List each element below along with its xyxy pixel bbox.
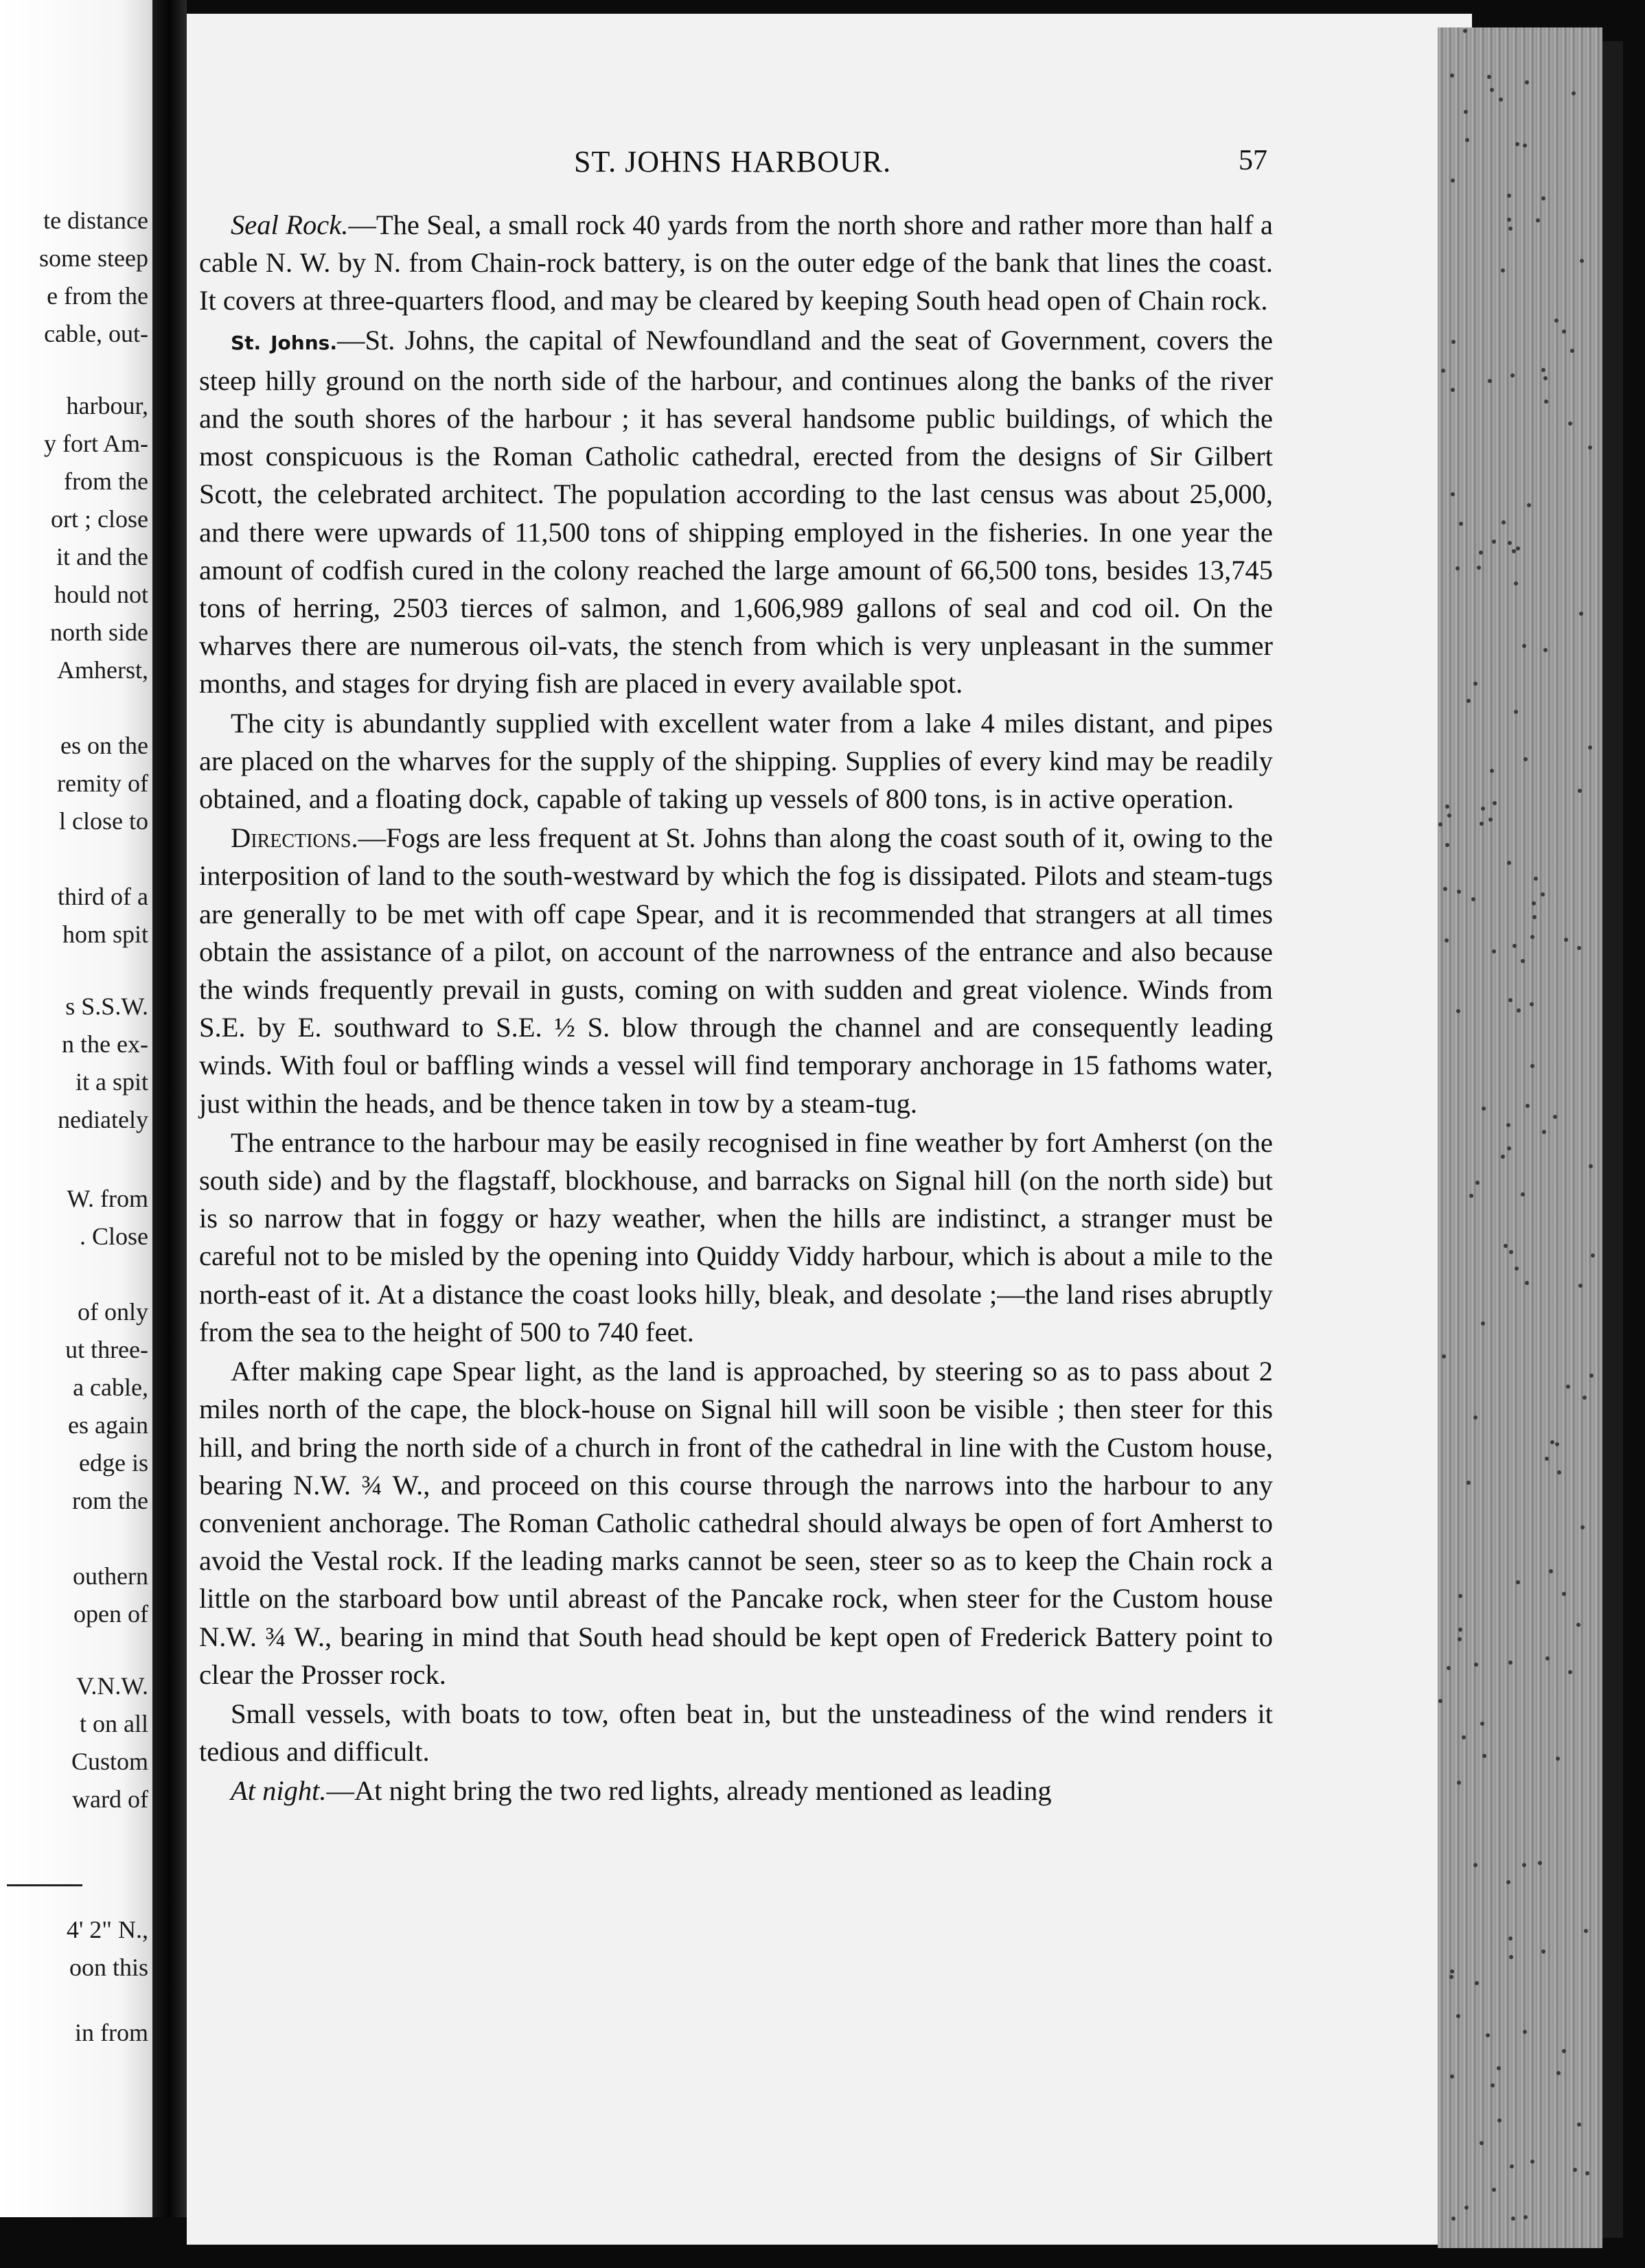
paper-speck: [1538, 1861, 1542, 1865]
paper-speck: [1515, 142, 1519, 146]
paper-speck: [1480, 1722, 1484, 1726]
paper-speck: [1543, 648, 1548, 652]
paragraph-heading: At night.: [231, 1775, 327, 1807]
paragraph-text: —The Seal, a small rock 40 yards from the north shore and rather more than half a cable N. W. by N. from Chain-rock battery, is on the outer edge of the bank that lines the coast. It covers at three-quarters flood, and may be cleared by keeping South head open of Chain rock.: [199, 209, 1273, 316]
paper-speck: [1584, 1929, 1588, 1933]
facing-page-line: Amherst,: [57, 656, 148, 684]
paper-speck: [1556, 1757, 1560, 1761]
paper-speck: [1480, 822, 1484, 826]
paper-speck: [1488, 818, 1493, 822]
paper-speck: [1557, 1470, 1561, 1474]
paper-speck: [1463, 29, 1467, 33]
paper-speck: [1438, 1699, 1442, 1703]
facing-page-line: ut three-: [65, 1336, 148, 1363]
paper-speck: [1451, 492, 1455, 496]
paper-speck: [1464, 2206, 1469, 2210]
paper-speck: [1572, 91, 1576, 95]
paper-speck: [1541, 368, 1545, 372]
paper-speck: [1562, 1592, 1566, 1596]
paper-speck: [1589, 1164, 1593, 1168]
paper-speck: [1526, 1104, 1530, 1108]
paper-speck: [1508, 1660, 1512, 1665]
paragraph: [199, 1772, 1273, 1809]
facing-page-line: 4' 2" N.,: [66, 1916, 148, 1943]
paper-speck: [1525, 1281, 1529, 1285]
paper-speck: [1530, 935, 1534, 939]
paper-speck: [1487, 75, 1491, 79]
facing-page-line: e from the: [47, 282, 148, 310]
paper-speck: [1583, 1396, 1587, 1400]
facing-page-line: W. from: [67, 1185, 148, 1212]
paper-speck: [1486, 2033, 1490, 2037]
page-block-edge: [1438, 27, 1602, 2248]
paper-speck: [1527, 503, 1531, 507]
facing-page-line: hom spit: [62, 921, 148, 948]
facing-page-line: y fort Am-: [44, 430, 148, 457]
paper-speck: [1482, 1107, 1486, 1111]
paper-speck: [1536, 218, 1540, 222]
paper-speck: [1579, 612, 1583, 616]
paper-speck: [1580, 1525, 1585, 1529]
paper-speck: [1521, 1192, 1525, 1196]
paper-speck: [1512, 944, 1517, 948]
paper-speck: [1521, 959, 1525, 963]
paper-speck: [1488, 379, 1492, 383]
facing-page-line: north side: [50, 618, 148, 646]
paper-speck: [1451, 388, 1455, 392]
facing-page-line: of only: [78, 1298, 148, 1326]
facing-page-line: outhern: [73, 1562, 148, 1590]
facing-page-line: es again: [68, 1411, 148, 1439]
paper-speck: [1541, 892, 1545, 896]
paper-speck: [1525, 80, 1529, 84]
paper-speck: [1499, 97, 1503, 102]
paper-speck: [1516, 546, 1520, 551]
facing-page-line: . Close: [79, 1223, 148, 1250]
facing-page-line: cable, out-: [44, 320, 148, 347]
paper-speck: [1522, 644, 1526, 648]
facing-page-line: in from: [75, 2019, 148, 2046]
facing-page-line: ort ; close: [51, 505, 148, 533]
paper-speck: [1507, 194, 1511, 198]
page-header: [187, 144, 1472, 185]
paragraph: [199, 704, 1273, 818]
paper-speck: [1507, 218, 1511, 222]
paper-speck: [1591, 1253, 1595, 1258]
paper-speck: [1549, 1569, 1553, 1573]
facing-page-line: oon this: [69, 1954, 148, 1981]
paper-speck: [1441, 369, 1445, 373]
paper-speck: [1492, 540, 1496, 544]
paper-speck: [1507, 861, 1511, 865]
paper-speck: [1464, 110, 1468, 114]
paragraph-text: The entrance to the harbour may be easily recognised in fine weather by fort Amherst (on the south side) and by the flagstaff, blockhouse, and barracks on Signal hill (on the north side) but is so narrow that in foggy or hazy weather, when the hills are indistinct, a stranger must be careful not to be misled by the opening into Quiddy Viddy harbour, which is about a mile to the north-east of it. At a distance the coast looks hilly, bleak, and desolate ;—the land rises abruptly from the sea to the height of 500 to 740 feet.: [199, 1126, 1273, 1347]
paragraph-text: Small vessels, with boats to tow, often beat in, but the unsteadiness of the wind renders it tedious and difficult.: [199, 1698, 1273, 1768]
facing-page-line: es on the: [60, 732, 148, 759]
paper-speck: [1445, 805, 1449, 809]
paper-speck: [1509, 1250, 1513, 1254]
facing-page-line: n the ex-: [62, 1030, 148, 1058]
paper-speck: [1532, 915, 1537, 919]
paper-speck: [1479, 551, 1483, 555]
paper-speck: [1570, 349, 1574, 353]
paper-speck: [1501, 1155, 1505, 1159]
paper-speck: [1577, 946, 1581, 950]
paper-speck: [1491, 2083, 1495, 2087]
paper-speck: [1481, 807, 1485, 811]
paper-speck: [1523, 143, 1527, 148]
paper-speck: [1515, 1266, 1519, 1271]
facing-page-line: a cable,: [73, 1374, 148, 1401]
facing-page-line: nediately: [58, 1106, 148, 1133]
paper-speck: [1465, 138, 1469, 142]
paper-speck: [1573, 2168, 1577, 2172]
paper-speck: [1438, 822, 1442, 826]
paper-speck: [1522, 1863, 1526, 1867]
paragraph-text: —Fogs are less frequent at St. Johns than along the coast south of it, owing to the interposition of land to the south-westward by which the fog is dissipated. Pilots and steam-tugs are generally to be met with off cape Spear, and it is recommended that strangers at all times obtain the assistance of a pilot, on account of the narrowness of the entrance and also because the winds frequently prevail in gusts, coming on with sudden and great violence. Winds from S.E. by E. southward to S.E. ½ S. blow through the channel and are consequently leading winds. With foul or baffling winds a vessel will find temporary anchorage in 15 fathoms water, just within the heads, and be thence taken in tow by a steam-tug.: [199, 822, 1273, 1119]
paper-speck: [1462, 1735, 1466, 1739]
facing-page-line: it and the: [56, 543, 148, 570]
paper-speck: [1568, 421, 1572, 426]
paper-speck: [1490, 769, 1494, 773]
paper-speck: [1456, 566, 1460, 570]
facing-page-line: s S.S.W.: [65, 993, 148, 1020]
paragraph: [199, 321, 1273, 703]
paper-speck: [1511, 2217, 1515, 2221]
paper-speck: [1469, 1194, 1473, 1198]
facing-page-line: from the: [64, 467, 148, 495]
paper-speck: [1508, 541, 1512, 545]
paragraph: [199, 1352, 1273, 1693]
paragraph-text: —St. Johns, the capital of Newfoundland and the seat of Government, covers the steep hilly ground on the north side of the harbour, and continues along the banks of the river and the south shores of the harbour ; it has several handsome public buildings, of which the most conspicuous is the Roman Catholic cathedral, erected from the designs of Sir Gilbert Scott, the celebrated architect. The population according to the last census was about 25,000, and there were upwards of 11,500 tons of shipping employed in the fisheries. In one year the amount of codfish cured in the colony reached the large amount of 66,500 tons, besides 13,745 tons of herring, 2503 tierces of salmon, and 1,606,989 gallons of seal and cod oil. On the wharves there are numerous oil-vats, the stench from which is very unpleasant in the summer months, and stages for drying fish are placed in every available spot.: [199, 324, 1273, 699]
paper-speck: [1523, 2215, 1528, 2219]
facing-page-line: V.N.W.: [76, 1672, 148, 1700]
paper-speck: [1550, 1440, 1554, 1444]
paper-speck: [1578, 789, 1582, 793]
paper-speck: [1530, 2160, 1534, 2164]
paper-speck: [1517, 1008, 1521, 1012]
paper-speck: [1501, 268, 1505, 273]
paper-speck: [1497, 2118, 1502, 2122]
paper-speck: [1459, 522, 1463, 526]
paper-speck: [1508, 998, 1512, 1002]
paper-speck: [1471, 897, 1475, 901]
paragraph-text: After making cape Spear light, as the land is approached, by steering so as to pass about 2 miles north of the cape, the block-house on Signal hill will soon be visible ; then steer for this hill, and bring the north side of a church in front of the cathedral in line with the Custom house, bearing N.W. ¾ W., and proceed on this course through the narrows into the harbour to any convenient anchorage. The Roman Catholic cathedral should always be open of fort Amherst to avoid the Vestal rock. If the leading marks cannot be seen, steer so as to keep the Chain rock a little on the starboard bow until abreast of the Pancake rock, when steer for the Custom house N.W. ¾ W., bearing in mind that South head should be kept open of Frederick Battery point to clear the Prosser rock.: [199, 1356, 1273, 1690]
paper-speck: [1510, 373, 1515, 378]
paper-speck: [1544, 400, 1548, 404]
paper-speck: [1562, 2049, 1566, 2053]
paragraph-heading: Directions.: [231, 822, 358, 854]
facing-page-line: third of a: [58, 883, 148, 910]
paragraph: [199, 1124, 1273, 1351]
paper-speck: [1443, 887, 1447, 891]
paper-speck: [1450, 73, 1454, 78]
facing-page-line: remity of: [57, 769, 148, 797]
paper-speck: [1475, 1181, 1480, 1185]
paper-speck: [1507, 1146, 1511, 1150]
facing-page-line: it a spit: [76, 1068, 148, 1096]
paper-speck: [1555, 1442, 1559, 1446]
paper-speck: [1578, 1284, 1583, 1288]
paper-speck: [1545, 1457, 1549, 1461]
paper-speck: [1576, 1623, 1580, 1627]
paper-speck: [1541, 196, 1545, 200]
paper-speck: [1542, 1130, 1546, 1134]
facing-page-line: ward of: [72, 1785, 148, 1813]
paragraph-heading: Seal Rock.: [231, 209, 349, 240]
paper-speck: [1532, 901, 1536, 905]
paper-speck: [1447, 1666, 1451, 1670]
paper-speck: [1556, 2071, 1561, 2075]
paper-speck: [1449, 1975, 1453, 1979]
paper-speck: [1490, 88, 1494, 92]
paper-speck: [1514, 581, 1518, 586]
paper-speck: [1508, 227, 1512, 231]
paper-speck: [1545, 1656, 1550, 1660]
paper-speck: [1458, 1594, 1462, 1598]
cover-edge: [1602, 41, 1623, 2238]
paragraph: [199, 819, 1273, 1122]
paper-speck: [1466, 699, 1471, 703]
paper-speck: [1480, 2141, 1484, 2145]
facing-page-line: Custom: [71, 1748, 148, 1775]
facing-page-line: harbour,: [66, 392, 148, 419]
paper-speck: [1493, 801, 1497, 805]
paper-speck: [1509, 1955, 1513, 1959]
paper-speck: [1588, 745, 1592, 750]
paper-speck: [1564, 938, 1568, 942]
paper-speck: [1451, 2217, 1456, 2221]
paper-speck: [1534, 877, 1538, 881]
paper-speck: [1492, 2188, 1496, 2192]
facing-page-line: edge is: [79, 1449, 148, 1477]
paper-speck: [1447, 813, 1451, 818]
paper-speck: [1442, 1354, 1446, 1358]
paper-speck: [1473, 1863, 1477, 1867]
paper-speck: [1492, 949, 1496, 953]
paper-speck: [1566, 1385, 1570, 1389]
paragraph-heading: St. Johns.: [231, 331, 337, 354]
facing-page-line: rom the: [72, 1487, 148, 1514]
paper-speck: [1506, 1123, 1510, 1127]
paper-speck: [1451, 340, 1456, 344]
paper-speck: [1568, 1670, 1572, 1674]
paper-speck: [1580, 259, 1584, 263]
running-title: ST. JOHNS HARBOUR.: [574, 145, 892, 178]
paper-speck: [1510, 2164, 1514, 2168]
page-number: 57: [1239, 145, 1267, 176]
paper-speck: [1445, 938, 1449, 942]
paper-speck: [1562, 329, 1566, 334]
book-gutter: [152, 0, 187, 2217]
paper-speck: [1458, 1637, 1462, 1641]
paper-speck: [1514, 710, 1518, 714]
paper-speck: [1577, 2122, 1581, 2127]
paper-speck: [1506, 1880, 1510, 1884]
paper-speck: [1466, 1481, 1471, 1485]
paragraph-text: —At night bring the two red lights, already mentioned as leading: [326, 1775, 1052, 1807]
paper-speck: [1457, 890, 1461, 894]
paper-speck: [1589, 1374, 1594, 1378]
paper-speck: [1481, 1321, 1485, 1326]
paper-speck: [1473, 682, 1477, 686]
facing-page-line: t on all: [80, 1710, 148, 1737]
paper-speck: [1523, 2030, 1527, 2034]
paper-speck: [1450, 1969, 1454, 1974]
facing-page-line: l close to: [59, 807, 148, 835]
footnote-rule: [7, 1884, 82, 1886]
facing-page-line: hould not: [54, 581, 148, 608]
paper-speck: [1456, 2014, 1460, 2018]
paragraph: [199, 1695, 1273, 1770]
paper-speck: [1445, 843, 1449, 847]
paper-speck: [1512, 549, 1516, 553]
paper-speck: [1457, 1781, 1461, 1785]
paper-speck: [1450, 2074, 1454, 2079]
paper-speck: [1585, 2171, 1589, 2175]
paper-speck: [1523, 757, 1528, 761]
paper-speck: [1477, 566, 1481, 570]
paper-speck: [1497, 2066, 1501, 2070]
facing-page-line: some steep: [39, 244, 148, 272]
paragraph-text: The city is abundantly supplied with excellent water from a lake 4 miles distant, and pipes are placed on the wharves for the supply of the shipping. Supplies of every kind may be readily obtained, and a floating dock, capable of taking up vessels of 800 tons, is in active operation.: [199, 707, 1273, 815]
paper-speck: [1553, 1115, 1557, 1119]
paper-speck: [1530, 1002, 1534, 1006]
facing-page-fragment: [0, 0, 152, 2217]
paper-speck: [1473, 1415, 1477, 1420]
paper-speck: [1543, 376, 1548, 380]
facing-page-line: te distance: [43, 207, 148, 234]
paper-speck: [1516, 1580, 1520, 1584]
facing-page-line: open of: [73, 1600, 148, 1628]
paper-speck: [1458, 1628, 1462, 1632]
paper-speck: [1504, 1244, 1508, 1248]
paper-speck: [1482, 1754, 1486, 1758]
page-body: [199, 206, 1273, 1812]
paper-speck: [1554, 319, 1558, 323]
paper-speck: [1474, 1663, 1478, 1667]
paragraph: [199, 206, 1273, 320]
paper-speck: [1475, 1981, 1479, 1985]
paper-speck: [1502, 520, 1506, 524]
paper-speck: [1530, 1064, 1534, 1068]
paper-speck: [1541, 1949, 1545, 1954]
paper-speck: [1588, 445, 1592, 450]
paper-speck: [1508, 1936, 1512, 1941]
paper-speck: [1456, 1009, 1460, 1013]
